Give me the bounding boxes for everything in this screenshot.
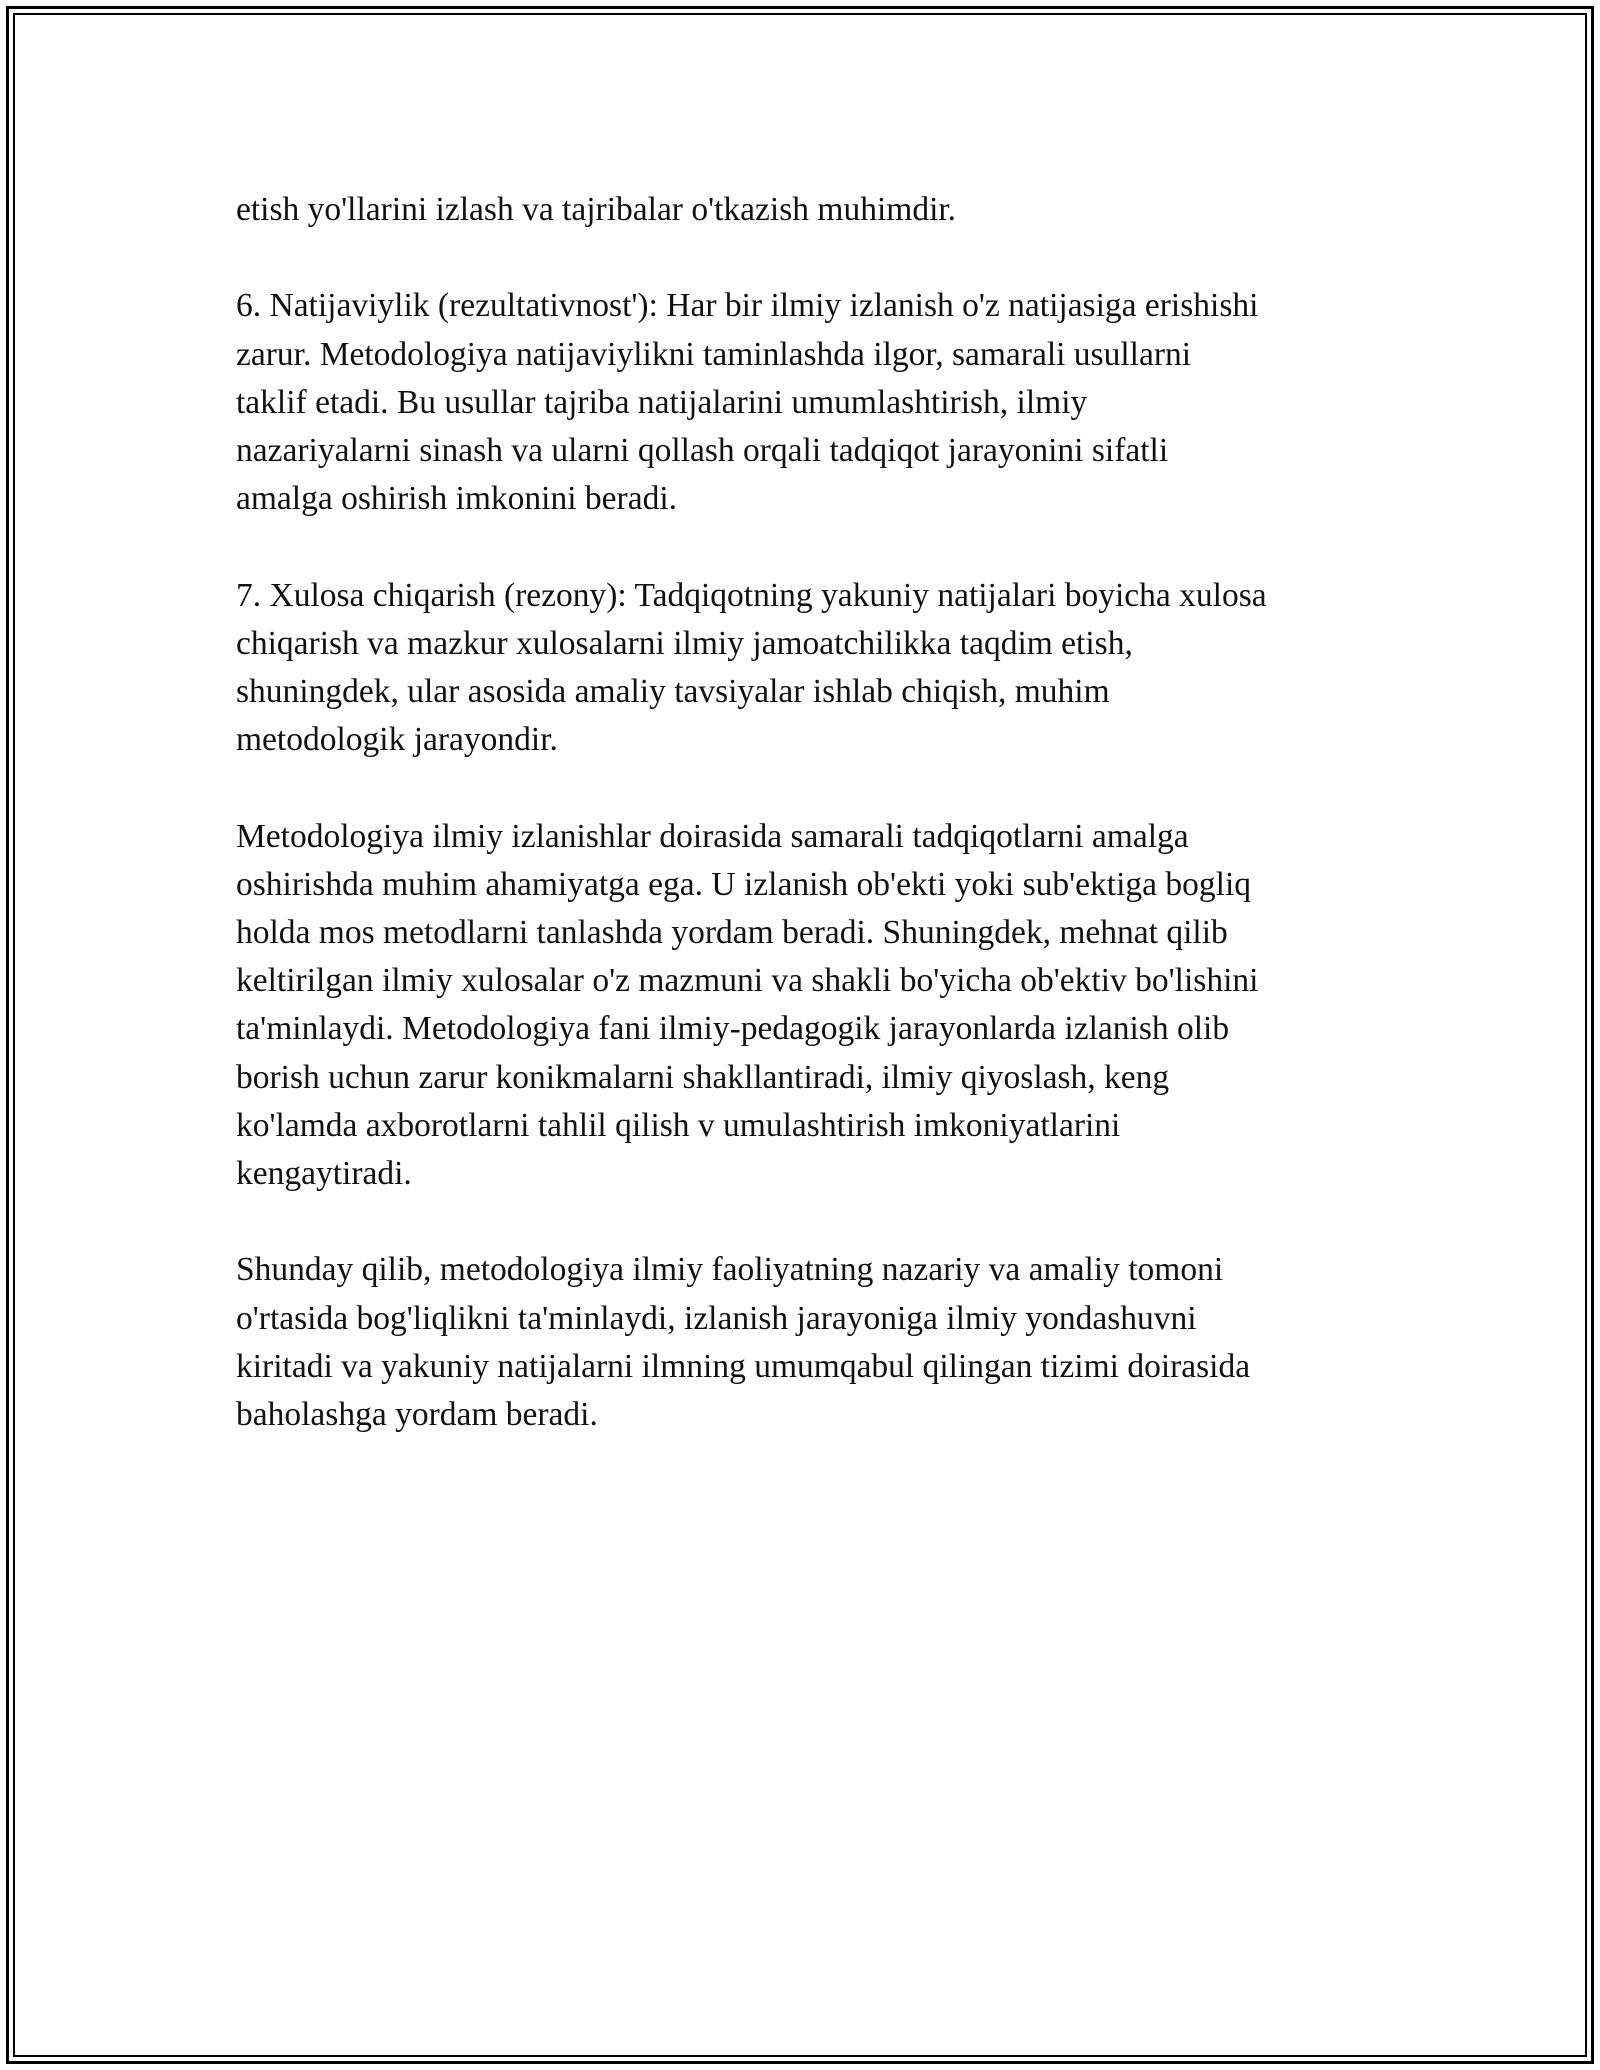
text-line: borish uchun zarur konikmalarni shakllantiradi, ilmiy qiyoslash, keng xyxy=(236,1058,1170,1096)
text-line: kengaytiradi. xyxy=(236,1155,412,1193)
paragraph-conclusion xyxy=(236,1246,1396,1439)
text-line: shuningdek, ular asosida amaliy tavsiyalar ishlab chiqish, muhim xyxy=(236,673,1110,710)
text-line: metodologik jarayondir. xyxy=(236,721,558,759)
paragraph-natijaviylik xyxy=(236,282,1396,523)
text-line: oshirishda muhim ahamiyatga ega. U izlanish ob'ekti yoki sub'ektiga bogliq xyxy=(236,865,1252,903)
text-line: 7. Xulosa chiqarish (rezony): Tadqiqotning yakuniy natijalari boyicha xulosa xyxy=(236,576,1267,614)
paragraph-xulosa-chiqarish xyxy=(236,572,1396,765)
text-line: ko'lamda axborotlarni tahlil qilish v umulashtirish imkoniyatlarini xyxy=(236,1106,1121,1144)
text-line: o'rtasida bog'liqlikni ta'minlaydi, izlanish jarayoniga ilmiy yondashuvni xyxy=(236,1299,1197,1337)
text-line: kiritadi va yakuniy natijalarni ilmning umumqabul qilingan tizimi doirasida xyxy=(236,1347,1251,1385)
text-line: keltirilgan ilmiy xulosalar o'z mazmuni va shakli bo'yicha ob'ektiv bo'lishini xyxy=(236,962,1259,1000)
text-line: holda mos metodlarni tanlashda yordam beradi. Shuningdek, mehnat qilib xyxy=(236,914,1228,951)
text-line: Metodologiya ilmiy izlanishlar doirasida samarali tadqiqotlarni amalga xyxy=(236,817,1189,855)
text-line: etish yo'llarini izlash va tajribalar o'tkazish muhimdir. xyxy=(236,191,957,228)
paragraph-continuation xyxy=(236,186,1396,234)
text-line: taklif etadi. Bu usullar tajriba natijalarini umumlashtirish, ilmiy xyxy=(236,383,1088,421)
text-line: Shunday qilib, metodologiya ilmiy faoliyatning nazariy va amaliy tomoni xyxy=(236,1251,1224,1289)
text-line: chiqarish va mazkur xulosalarni ilmiy jamoatchilikka taqdim etish, xyxy=(236,624,1133,662)
paragraph-metodologiya xyxy=(236,813,1396,1199)
text-line: baholashga yordam beradi. xyxy=(236,1396,598,1434)
document-body xyxy=(236,186,1396,1487)
text-line: ta'minlaydi. Metodologiya fani ilmiy-pedagogik jarayonlarda izlanish olib xyxy=(236,1010,1230,1048)
text-line: nazariyalarni sinash va ularni qollash orqali tadqiqot jarayonini sifatli xyxy=(236,432,1169,469)
text-line: 6. Natijaviylik (rezultativnost'): Har bir ilmiy izlanish o'z natijasiga erishishi xyxy=(236,287,1259,325)
text-line: zarur. Metodologiya natijaviylikni taminlashda ilgor, samarali usullarni xyxy=(236,335,1192,373)
text-line: amalga oshirish imkonini beradi. xyxy=(236,480,677,518)
